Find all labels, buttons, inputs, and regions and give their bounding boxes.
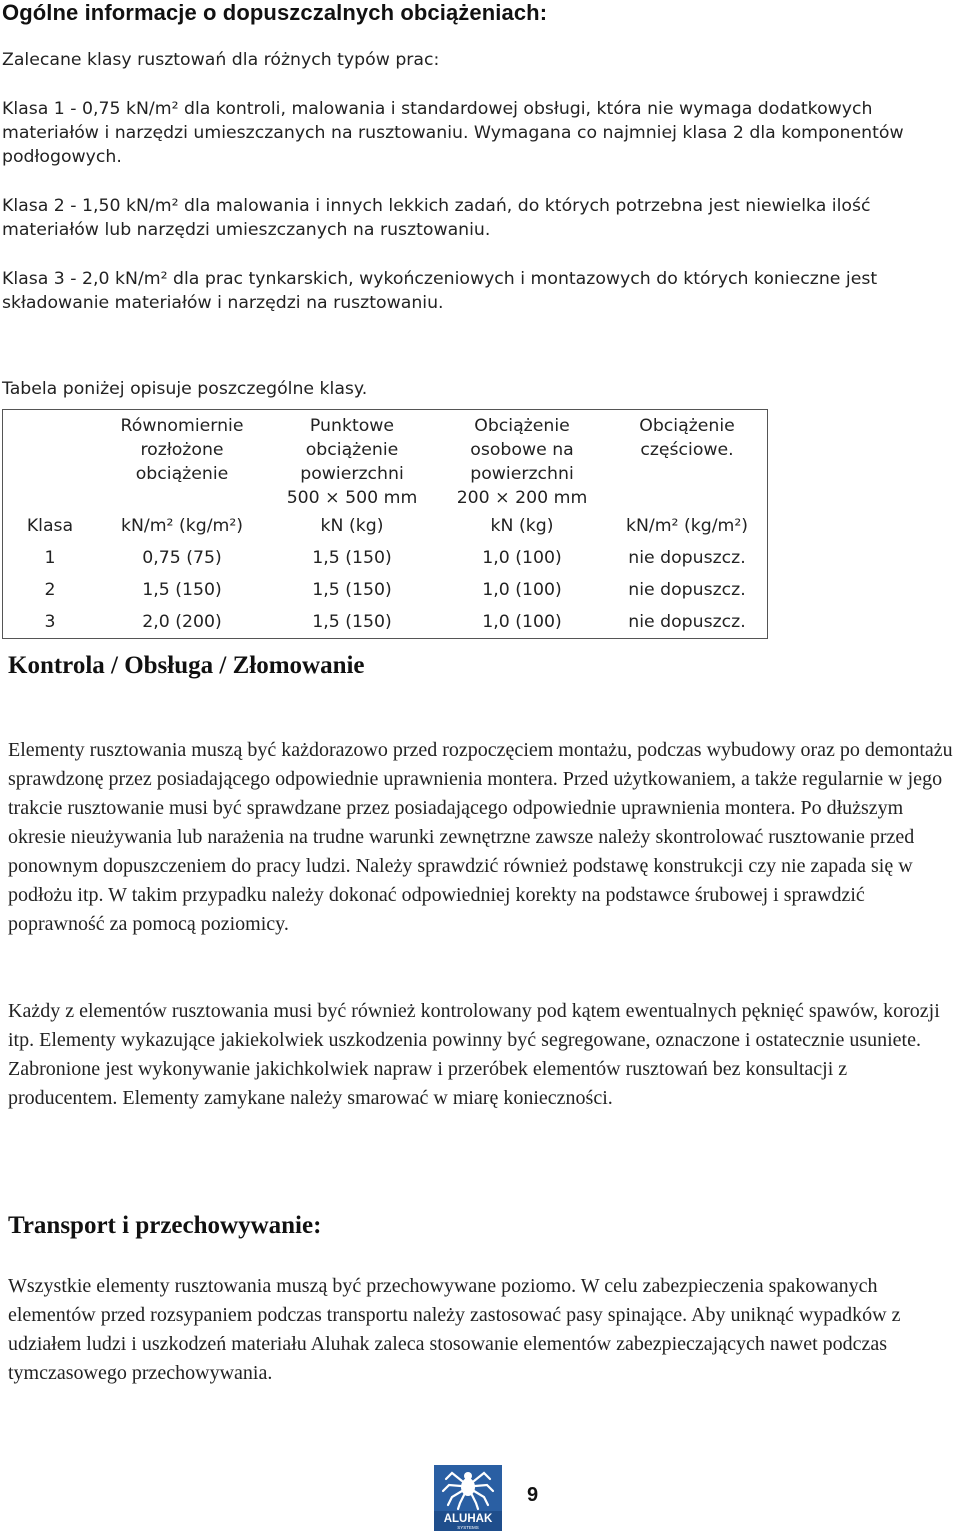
- class-2-description: Klasa 2 - 1,50 kN/m² dla malowania i innych lekkich zadań, do których potrzebna jest niewielka ilość materiałów lub narzędzi umieszczanych na rusztowaniu.: [2, 196, 871, 240]
- load-classes-table: [2, 409, 768, 639]
- table-header-cell: Obciążenie częściowe.: [639, 416, 735, 460]
- table-row: [3, 606, 767, 638]
- page-number: 9: [527, 1484, 539, 1506]
- table-cell: 2: [44, 580, 56, 600]
- table-cell: 1,5 (150): [312, 612, 392, 632]
- table-cell: 1,5 (150): [312, 580, 392, 600]
- recommended-classes-intro: Zalecane klasy rusztowań dla różnych typów prac:: [2, 50, 440, 70]
- svg-text:SYSTEMS: SYSTEMS: [457, 1525, 479, 1530]
- table-row: [3, 542, 767, 574]
- table-cell: 1,0 (100): [482, 612, 562, 632]
- table-cell: 1,0 (100): [482, 548, 562, 568]
- inspection-paragraph-2: Każdy z elementów rusztowania musi być również kontrolowany pod kątem ewentualnych pęknięć spawów, korozji itp. Elementy wykazujące jakiekolwiek uszkodzenia powinny być segregowane, oznaczone i ostatecznie usuniete. Zabronione jest wykonywanie jakichkolwiek napraw i przeróbek elementów rusztowań bez konsultacji z producentem. Elementy zamykane należy smarować w miarę konieczności.: [8, 1000, 940, 1109]
- section-title-inspection: Kontrola / Obsługa / Złomowanie: [8, 652, 365, 679]
- table-row: [3, 574, 767, 606]
- inspection-paragraph-1: Elementy rusztowania muszą być każdorazowo przed rozpoczęciem montażu, podczas wybudowy oraz po demontażu sprawdzonę przez posiadającego odpowiednie uprawnienia montera. Przed użytkowaniem, a także regularnie w jego trakcie rusztowanie musi być sprawdzane przez posiadającego odpowiednie uprawnienia montera. Po dłuższym okresie nieużywania lub narażenia na trudne warunki zewnętrzne zawsze należy skontrolować rusztowanie przed ponownym dopuszczeniem do pracy ludzi. Należy sprawdzić również podstawę konstrukcji czy nie zapada się w podłożu itp. W takim przypadku należy dokonać odpowiedniej korekty na podstawce śrubowej i sprawdzić poprawność za pomocą poziomicy.: [8, 739, 953, 935]
- table-cell: 1,5 (150): [312, 548, 392, 568]
- aluhak-logo-icon: [434, 1465, 502, 1531]
- table-intro: Tabela poniżej opisuje poszczególne klasy.: [2, 379, 368, 399]
- table-cell: kN/m² (kg/m²): [120, 516, 244, 536]
- table-cell: Klasa: [26, 516, 74, 536]
- table-header-cell: Punktowe obciążenie powierzchni 500 × 500 mm: [286, 416, 418, 508]
- table-header-cell: Równomiernie rozłożone obciążenie: [120, 416, 244, 484]
- aluhak-logo: [434, 1465, 502, 1531]
- table-cell: kN/m² (kg/m²): [625, 516, 749, 536]
- table-cell: nie dopuszcz.: [628, 548, 746, 568]
- table-cell: nie dopuszcz.: [628, 612, 746, 632]
- table-cell: 3: [44, 612, 56, 632]
- class-1-description: Klasa 1 - 0,75 kN/m² dla kontroli, malowania i standardowej obsługi, która nie wymaga dodatkowych materiałów i narzędzi umieszczanych na rusztowaniu. Wymagana co najmniej klasa 2 dla komponentów podłogowych.: [2, 99, 904, 167]
- table-cell: nie dopuszcz.: [628, 580, 746, 600]
- table-cell: 2,0 (200): [142, 612, 222, 632]
- table-units-row: [3, 510, 767, 542]
- transport-paragraph: Wszystkie elementy rusztowania muszą być przechowywane poziomo. W celu zabezpieczenia spakowanych elementów przed rozsypaniem podczas transportu należy zastosować pasy spinające. Aby uniknąć wypadków z udziałem ludzi i uszkodzeń materiału Aluhak zaleca stosowanie elementów zabezpieczających nawet podczas tymczasowego przechowywania.: [8, 1275, 901, 1384]
- table-cell: kN (kg): [490, 516, 554, 536]
- class-3-description: Klasa 3 - 2,0 kN/m² dla prac tynkarskich, wykończeniowych i montazowych do których konieczne jest składowanie materiałów i narzędzi na rusztowaniu.: [2, 269, 878, 313]
- table-cell: kN (kg): [320, 516, 384, 536]
- table-header-cell: [3, 410, 97, 510]
- table-cell: 1: [44, 548, 56, 568]
- section-title-loads: Ogólne informacje o dopuszczalnych obciążeniach:: [2, 0, 548, 25]
- table-cell: 1,5 (150): [142, 580, 222, 600]
- table-cell: 0,75 (75): [142, 548, 222, 568]
- svg-text:ALUHAK: ALUHAK: [443, 1513, 493, 1525]
- section-title-transport: Transport i przechowywanie:: [8, 1212, 322, 1239]
- table-cell: 1,0 (100): [482, 580, 562, 600]
- table-header-row: [3, 410, 767, 510]
- table-header-cell: Obciążenie osobowe na powierzchni 200 × 200 mm: [456, 416, 588, 508]
